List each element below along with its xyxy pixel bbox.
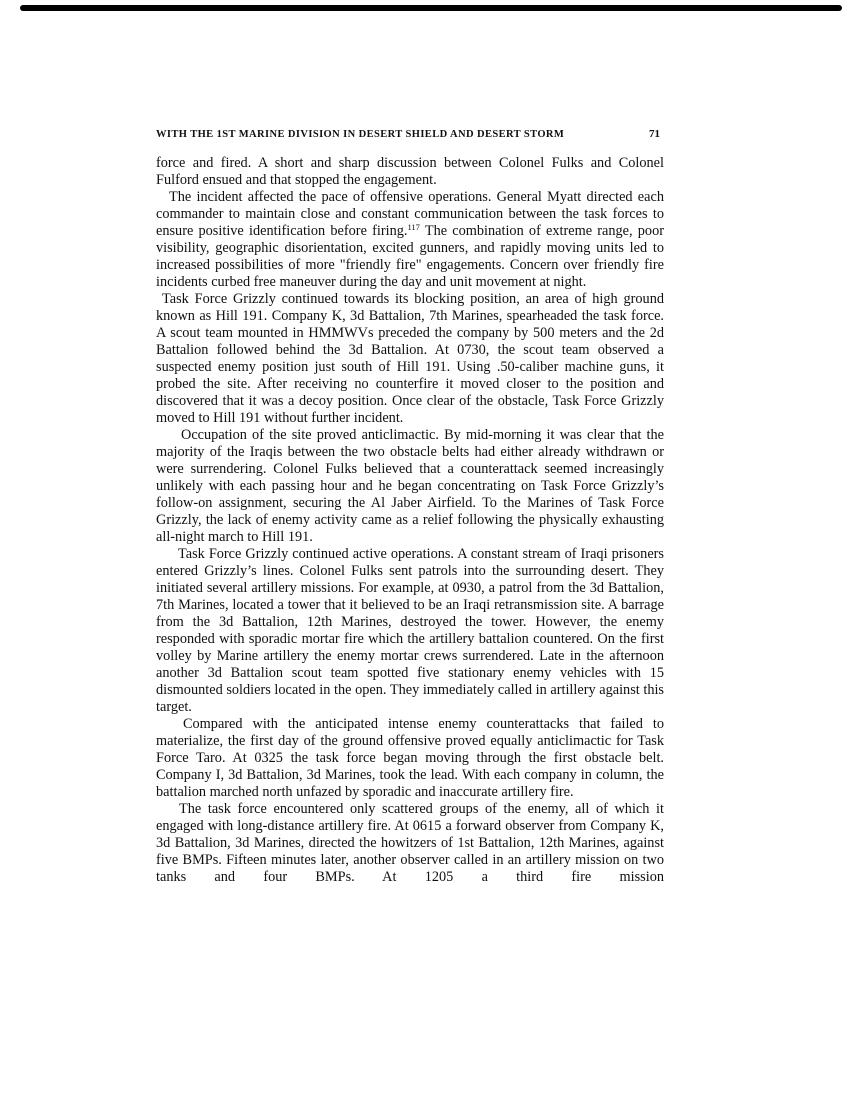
paragraph-1: force and fired. A short and sharp discussion between Colonel Fulks and Colonel Fulford ensued and that stopped the engagement. — [156, 155, 664, 188]
running-header-title: WITH THE 1ST MARINE DIVISION IN DESERT SHIELD AND DESERT STORM — [156, 129, 565, 140]
paragraph-2-text-continued: The combination of extreme range, poor visibility, geographic disorientation, excited gunners, and rapidly moving units led to increased possibilities of more "friendly fire" engagements. Concern over friendly fire incidents curbed free maneuver during the day and unit movement at night. — [156, 223, 664, 290]
paragraph-7: The task force encountered only scattered groups of the enemy, all of which it engaged with long-distance artillery fire. At 0615 a forward observer from Company K, 3d Battalion, 3d Marines, directed the howitzers of 1st Battalion, 12th Marines, against five BMPs. Fifteen minutes later, another observer called in an artillery mission on two tanks and four BMPs. At 1205 a third fire mission — [156, 801, 664, 885]
page-content — [156, 128, 664, 886]
footnote-marker-117: 117 — [407, 222, 420, 232]
paragraph-6: Compared with the anticipated intense enemy counterattacks that failed to materialize, the first day of the ground offensive proved equally anticlimactic for Task Force Taro. At 0325 the task force began moving through the first obstacle belt. Company I, 3d Battalion, 3d Marines, took the lead. With each company in column, the battalion marched north unfazed by sporadic and inaccurate artillery fire. — [156, 716, 664, 800]
paragraph-2 — [156, 189, 664, 291]
scan-edge-artifact-bar-segment — [295, 7, 720, 11]
running-header — [156, 128, 664, 140]
paragraph-2-text: The incident affected the pace of offensive operations. General Myatt directed each commander to maintain close and constant communication between the task forces to ensure positive identification before firing. — [156, 189, 664, 239]
body-text-block — [156, 155, 664, 886]
paragraph-4: Occupation of the site proved anticlimactic. By mid-morning it was clear that the majority of the Iraqis between the two obstacle belts had either already withdrawn or were surrendering. Colonel Fulks believed that a counterattack seemed increasingly unlikely with each passing hour and he began concentrating on Task Force Grizzly’s follow-on assignment, securing the Al Jaber Airfield. To the Marines of Task Force Grizzly, the lack of enemy activity came as a relief following the physically exhausting all-night march to Hill 191. — [156, 427, 664, 545]
paragraph-5: Task Force Grizzly continued active operations. A constant stream of Iraqi prisoners entered Grizzly’s lines. Colonel Fulks sent patrols into the surrounding desert. They initiated several artillery missions. For example, at 0930, a patrol from the 3d Battalion, 7th Marines, located a tower that it believed to be an Iraqi retransmission site. A barrage from the 3d Battalion, 12th Marines, destroyed the tower. However, the enemy responded with sporadic mortar fire which the artillery battalion countered. On the first volley by Marine artillery the enemy mortar crews surrendered. Late in the afternoon another 3d Battalion scout team spotted five stationary enemy vehicles with 15 dismounted soldiers located in the open. They immediately called in artillery against this target. — [156, 546, 664, 715]
page-number: 71 — [649, 128, 660, 140]
paragraph-3: Task Force Grizzly continued towards its blocking position, an area of high ground known as Hill 191. Company K, 3d Battalion, 7th Marines, spearheaded the task force. A scout team mounted in HMMWVs preceded the company by 500 meters and the 2d Battalion followed behind the 3d Battalion. At 0730, the scout team observed a suspected enemy position just south of Hill 191. Using .50-caliber machine guns, it probed the site. After receiving no counterfire it moved closer to the position and discovered that it was a decoy position. Once clear of the obstacle, Task Force Grizzly moved to Hill 191 without further incident. — [156, 291, 664, 426]
